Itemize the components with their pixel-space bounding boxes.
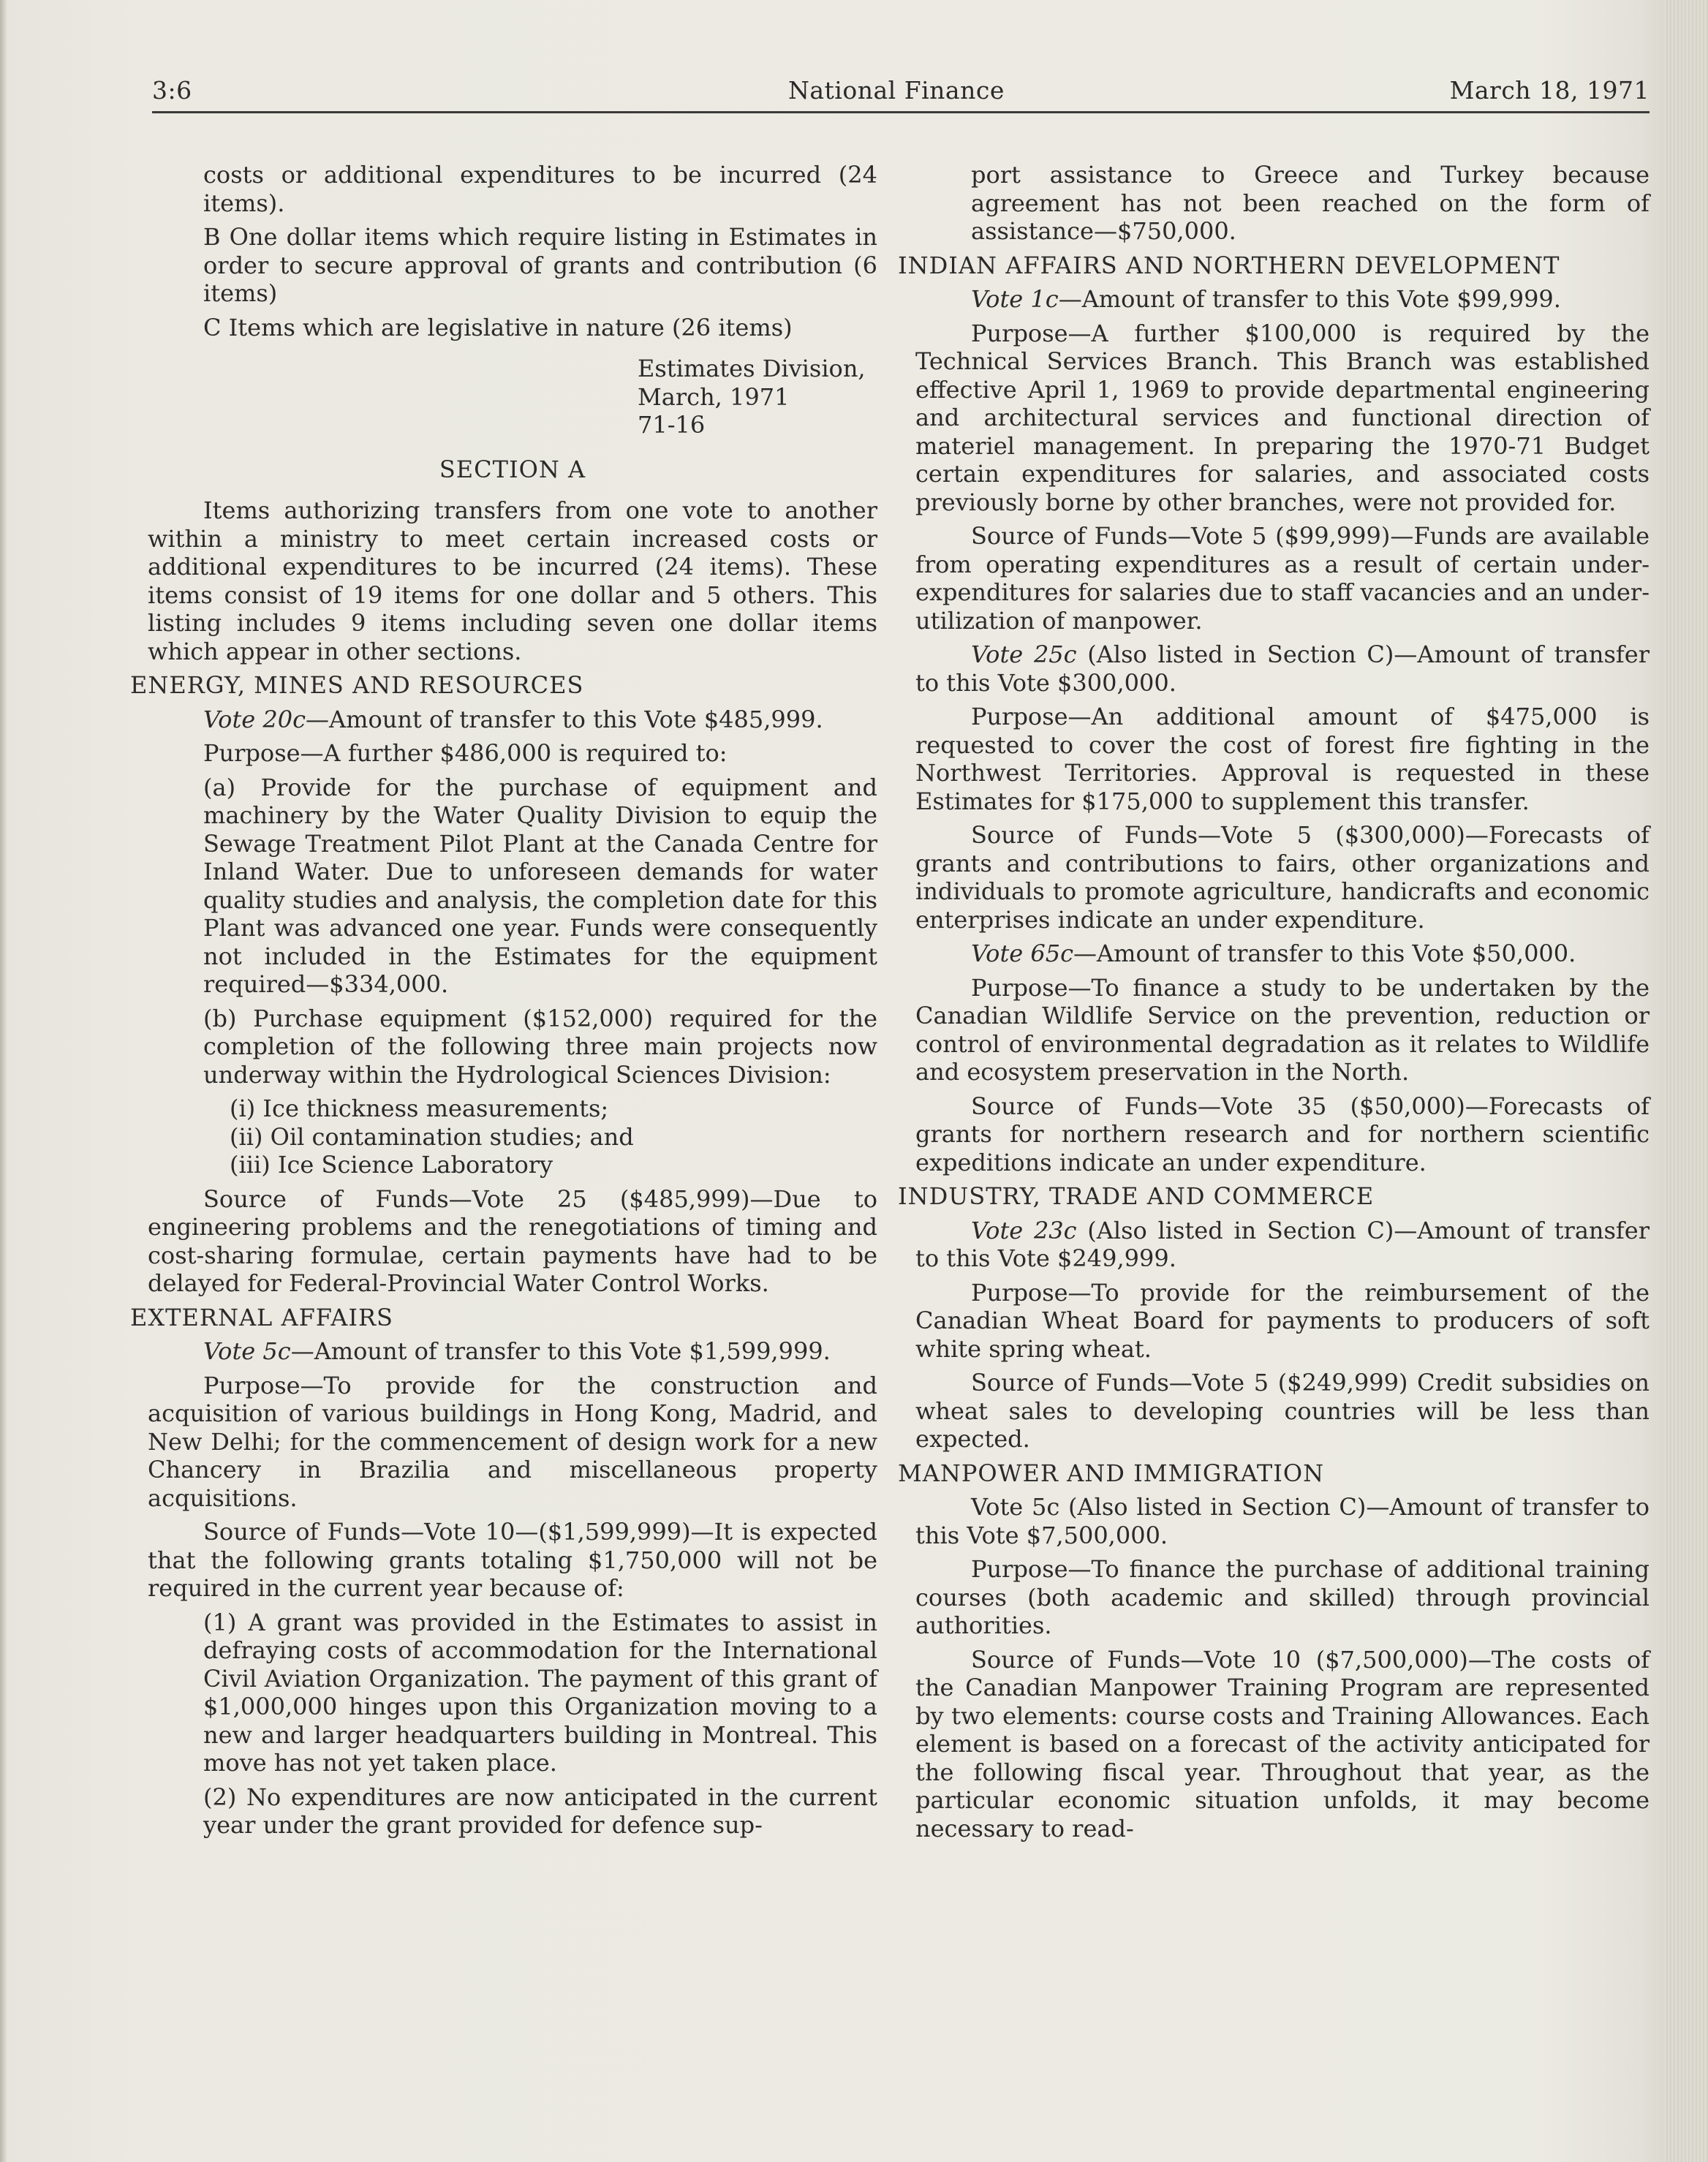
paragraph: Purpose—An additional amount of $475,000 is requested to cover the cost of forest fire fighting in the Northwest Territories. Approval is requested in these Estimates for $175,000 to supplement this transfer. <box>915 703 1650 815</box>
section-heading: INDIAN AFFAIRS AND NORTHERN DEVELOPMENT <box>898 251 1560 279</box>
section-heading: INDUSTRY, TRADE AND COMMERCE <box>898 1182 1375 1210</box>
paragraph: Source of Funds—Vote 25 ($485,999)—Due to engineering problems and the renegotiations of timing and cost-sharing formulae, certain payments have had to be delayed for Federal-Provincial Water Control Works. <box>148 1184 877 1297</box>
signature-line: March, 1971 <box>638 382 790 411</box>
list-item: (b) Purchase equipment ($152,000) required for the completion of the following three main projects now underway within the Hydrological Sciences Division: <box>203 1004 877 1089</box>
vote-line <box>915 1217 1650 1273</box>
vote-text: (Also listed in Section C)—Amount of transfer to this Vote $300,000. <box>915 640 1650 697</box>
vote-label: Vote 25c <box>971 640 1077 668</box>
paragraph: Source of Funds—Vote 5 ($249,999) Credit subsidies on wheat sales to developing countries will be less than expected. <box>915 1369 1650 1453</box>
vote-text: —Amount of transfer to this Vote $99,999. <box>1058 285 1561 313</box>
section-heading: EXTERNAL AFFAIRS <box>130 1303 393 1331</box>
signature-line: Estimates Division, <box>638 355 866 382</box>
vote-label: Vote 1c <box>971 285 1059 313</box>
sub-item: (i) Ice thickness measurements; <box>230 1095 609 1122</box>
page-stack-edge <box>1664 0 1708 2162</box>
section-heading: MANPOWER AND IMMIGRATION <box>898 1459 1325 1487</box>
vote-label: Vote 5c <box>203 1337 291 1365</box>
right-column <box>898 161 1650 1848</box>
paragraph: Source of Funds—Vote 10 ($7,500,000)—The costs of the Canadian Manpower Training Program are represented by two elements: course costs and Training Allowances. Each element is based on a forecast of the activity anticipated for the following fiscal year. Throughout that year, as the particular economic situation unfolds, it may become necessary to read- <box>915 1645 1650 1842</box>
list-item: (2) No expenditures are now anticipated in the current year under the grant provided for defence sup- <box>203 1783 877 1839</box>
paragraph: Purpose—A further $100,000 is required by the Technical Services Branch. This Branch was established effective April 1, 1969 to provide departmental engineering and architectural services and functional direction of materiel management. In preparing the 1970-71 Budget certain expenditures for salaries, and associated costs previously borne by other branches, were not provided for. <box>915 319 1650 516</box>
paragraph: port assistance to Greece and Turkey because agreement has not been reached on the form of assistance—$750,000. <box>971 161 1650 245</box>
vote-line <box>915 940 1650 968</box>
paragraph: costs or additional expenditures to be incurred (24 items). <box>203 161 877 217</box>
vote-line <box>148 1337 877 1366</box>
vote-text: (Also listed in Section C)—Amount of transfer to this Vote $249,999. <box>915 1216 1650 1272</box>
paragraph: Purpose—To finance the purchase of additional training courses (both academic and skilled) through provincial authorities. <box>915 1555 1650 1639</box>
vote-label: Vote 65c <box>971 940 1074 967</box>
vote-text: —Amount of transfer to this Vote $50,000. <box>1073 940 1576 967</box>
list-item: (a) Provide for the purchase of equipment and machinery by the Water Quality Division to equip the Sewage Treatment Pilot Plant at the Canada Centre for Inland Water. Due to unforeseen demands for water quality studies and analysis, the completion date for this Plant was advanced one year. Funds were consequently not included in the Estimates for the equipment required—$334,000. <box>203 773 877 998</box>
page-number: 3:6 <box>152 76 192 105</box>
left-column <box>130 161 877 1845</box>
page-left-edge <box>0 0 7 2162</box>
vote-line: Vote 5c (Also listed in Section C)—Amount of transfer to this Vote $7,500,000. <box>915 1493 1650 1549</box>
paragraph: Purpose—A further $486,000 is required to: <box>203 739 728 767</box>
vote-text: —Amount of transfer to this Vote $1,599,999. <box>290 1337 831 1365</box>
section-title: SECTION A <box>439 455 586 483</box>
paragraph: Source of Funds—Vote 35 ($50,000)—Forecasts of grants for northern research and for northern scientific expeditions indicate an under expenditure. <box>915 1092 1650 1176</box>
paragraph: Purpose—To finance a study to be undertaken by the Canadian Wildlife Service on the prevention, reduction or control of environmental degradation as it relates to Wildlife and ecosystem preservation in the North. <box>915 973 1650 1086</box>
paragraph: Items authorizing transfers from one vote to another within a ministry to meet certain increased costs or additional expenditures to be incurred (24 items). These items consist of 19 items for one dollar and 5 others. This listing includes 9 items including seven one dollar items which appear in other sections. <box>148 496 877 665</box>
vote-line <box>915 640 1650 697</box>
paragraph: Purpose—To provide for the reimbursement of the Canadian Wheat Board for payments to producers of soft white spring wheat. <box>915 1278 1650 1363</box>
paragraph: Purpose—To provide for the construction and acquisition of various buildings in Hong Kong, Madrid, and New Delhi; for the commencement of design work for a new Chancery in Brazilia and miscellaneous property acquisitions. <box>148 1371 877 1512</box>
paragraph: C Items which are legislative in nature (26 items) <box>203 313 793 341</box>
section-heading: ENERGY, MINES AND RESOURCES <box>130 671 584 699</box>
vote-line <box>915 285 1650 314</box>
signature-line: 71-16 <box>638 411 706 439</box>
running-header <box>152 76 1650 111</box>
header-rule <box>152 111 1650 113</box>
paragraph: Source of Funds—Vote 5 ($300,000)—Forecasts of grants and contributions to fairs, other organizations and individuals to promote agriculture, handicrafts and economic enterprises indicate an under expenditure. <box>915 821 1650 934</box>
vote-text: —Amount of transfer to this Vote $485,999. <box>306 705 823 733</box>
header-date: March 18, 1971 <box>1449 76 1650 105</box>
list-item: (1) A grant was provided in the Estimates to assist in defraying costs of accommodation for the International Civil Aviation Organization. The payment of this grant of $1,000,000 hinges upon this Organization moving to a new and larger headquarters building in Montreal. This move has not yet taken place. <box>203 1608 877 1777</box>
paragraph: Source of Funds—Vote 10—($1,599,999)—It is expected that the following grants totaling $1,750,000 will not be required in the current year because of: <box>148 1518 877 1602</box>
paragraph: B One dollar items which require listing in Estimates in order to secure approval of grants and contribution (6 items) <box>203 223 877 307</box>
vote-label: Vote 20c <box>203 705 306 733</box>
sub-item: (ii) Oil contamination studies; and <box>230 1122 634 1151</box>
paragraph: Source of Funds—Vote 5 ($99,999)—Funds are available from operating expenditures as a result of certain under-expenditures for salaries due to staff vacancies and an under-utilization of manpower. <box>915 522 1650 635</box>
vote-line <box>148 706 877 734</box>
vote-label: Vote 23c <box>971 1216 1077 1244</box>
publication-title: National Finance <box>788 76 1005 105</box>
sub-item: (iii) Ice Science Laboratory <box>230 1151 553 1179</box>
